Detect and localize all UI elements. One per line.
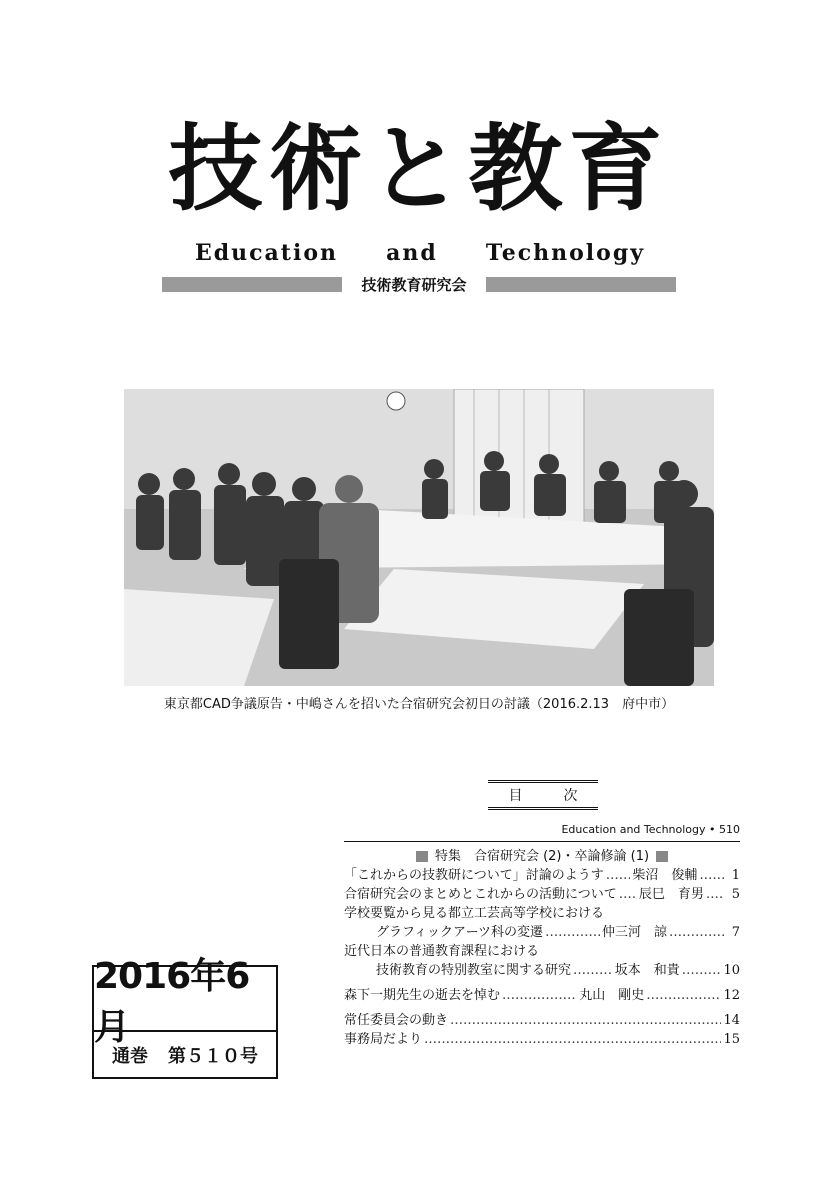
subtitle-word: and xyxy=(386,240,438,266)
leader-dots xyxy=(699,866,724,885)
leader-dots xyxy=(669,923,724,942)
toc-entry-title: グラフィックアーツ科の変遷 xyxy=(376,925,544,940)
leader-dots xyxy=(545,923,600,942)
publisher-bar-left xyxy=(162,277,342,292)
meeting-photo-illustration xyxy=(124,389,714,686)
toc-entry[interactable] xyxy=(344,885,740,904)
toc-entry-title: 事務局だより xyxy=(344,1032,423,1047)
leader-dots xyxy=(502,986,577,1005)
toc-heading-char: 次 xyxy=(563,788,578,804)
toc-divider xyxy=(344,841,740,842)
toc-entry-page: 12 xyxy=(723,988,741,1003)
toc-entry-title: 合宿研究会のまとめとこれからの活動について xyxy=(344,887,617,902)
cover-photo xyxy=(124,389,714,686)
feature-title: 特集 合宿研究会 (2)・卒論修論 (1) xyxy=(434,849,650,864)
toc-entry[interactable] xyxy=(344,904,740,923)
leader-dots xyxy=(424,1030,721,1049)
toc-entry-page: 14 xyxy=(723,1013,740,1028)
toc-entry-page: 10 xyxy=(723,963,741,978)
toc-entry-continued[interactable] xyxy=(344,923,740,942)
issue-date: 2016年6月 xyxy=(94,967,276,1032)
toc-entry-author: 坂本 和貴 xyxy=(614,963,680,978)
feature-marker xyxy=(656,851,668,862)
subtitle-word: Education xyxy=(195,240,338,266)
toc-list xyxy=(344,866,740,1049)
toc-heading xyxy=(488,780,598,810)
toc-entry-page: 1 xyxy=(731,868,741,883)
toc-entry[interactable] xyxy=(344,866,740,885)
toc-heading-char: 目 xyxy=(508,788,523,804)
issue-box xyxy=(92,955,278,1079)
leader-dots xyxy=(706,885,724,904)
toc-entry-title: 常任委員会の動き xyxy=(344,1013,449,1028)
toc-entry-page: 7 xyxy=(731,925,741,940)
toc-entry-title: 技術教育の特別教室に関する研究 xyxy=(376,963,572,978)
toc-entry-title: 学校要覧から見る都立工芸高等学校における xyxy=(344,906,605,921)
feature-marker xyxy=(416,851,428,862)
toc-entry[interactable] xyxy=(344,986,740,1005)
leader-dots xyxy=(573,961,613,980)
toc-entry-author: 辰巳 育男 xyxy=(638,887,704,902)
toc-entry[interactable] xyxy=(344,1030,740,1049)
leader-dots xyxy=(646,986,721,1005)
toc-entry-title: 近代日本の普通教育課程における xyxy=(344,944,540,959)
leader-dots xyxy=(682,961,722,980)
photo-caption: 東京都CAD争議原告・中嶋さんを招いた合宿研究会初日の討議（2016.2.13 府中市） xyxy=(163,697,675,712)
toc-entry-continued[interactable] xyxy=(344,961,740,980)
publisher-bar-right xyxy=(486,277,676,292)
toc-entry-page: 5 xyxy=(731,887,741,902)
series-label: Education and Technology • 510 xyxy=(561,823,740,836)
toc-entry-title: 森下一期先生の逝去を悼む xyxy=(344,988,501,1003)
publisher-name: 技術教育研究会 xyxy=(361,276,467,294)
journal-subtitle xyxy=(195,240,645,266)
feature-heading xyxy=(344,845,740,864)
leader-dots xyxy=(606,866,631,885)
journal-title: 技術と教育 xyxy=(168,114,669,224)
subtitle-word: Technology xyxy=(485,240,645,266)
toc-entry[interactable] xyxy=(344,1011,740,1030)
issue-label: 通巻 xyxy=(112,1045,148,1067)
toc-entry-author: 仲三河 諒 xyxy=(602,925,668,940)
toc-entry-author: 丸山 剛史 xyxy=(579,988,645,1003)
toc-entry-page: 15 xyxy=(723,1032,740,1047)
toc-entry[interactable] xyxy=(344,942,740,961)
leader-dots xyxy=(619,885,637,904)
issue-volume: 第５１０号 xyxy=(168,1045,258,1067)
toc-entry-title: 「これからの技教研について」討論のようす xyxy=(344,868,604,883)
leader-dots xyxy=(450,1011,721,1030)
toc-entry-author: 柴沼 俊輔 xyxy=(632,868,698,883)
